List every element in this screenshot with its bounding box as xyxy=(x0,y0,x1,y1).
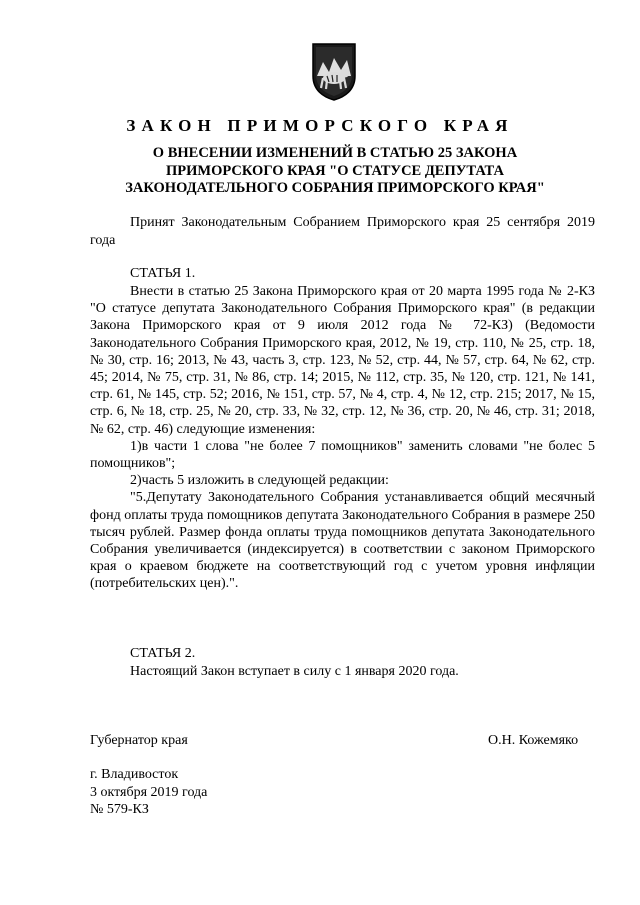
article-1-intro: Внести в статью 25 Закона Приморского края от 20 марта 1995 года № 2-КЗ "О статусе депутата Законодательного Собрания Приморского края" (в редакции Закона Приморского края от 9 июля 2012 года № 72-КЗ) (Ведомости Законодательного Собрания Приморского края, 2012, № 19, стр. 110, № 25, стр. 18, № 30, стр. 16; 2013, № 43, часть 3, стр. 123, № 52, стр. 44, № 57, стр. 64, № 62, стр. 45; 2014, № 75, стр. 31, № 86, стр. 14; 2015, № 112, стр. 35, № 120, стр. 121, № 141, стр. 61, № 145, стр. 52; 2016, № 151, стр. 57, № 4, стр. 4, № 12, стр. 215; 2017, № 15, стр. 6, № 18, стр. 25, № 20, стр. 33, № 32, стр. 12, № 36, стр. 20, № 46, стр. 31; 2018, № 62, стр. 46) следующие изменения: xyxy=(90,284,595,437)
signatory-name: О.Н. Кожемяко xyxy=(488,733,579,748)
law-subtitle: О ВНЕСЕНИИ ИЗМЕНЕНИЙ В СТАТЬЮ 25 ЗАКОНА ПРИМОРСКОГО КРАЯ "О СТАТУСЕ ДЕПУТАТА ЗАКОНОДАТЕЛЬНОГО СОБРАНИЯ ПРИМОРСКОГО КРАЯ" xyxy=(125,145,545,196)
law-title: ЗАКОН ПРИМОРСКОГО КРАЯ xyxy=(126,116,514,135)
document-footer xyxy=(90,766,207,819)
signatory-position: Губернатор края xyxy=(90,733,188,748)
article-2-text: Настоящий Закон вступает в силу с 1 января 2020 года. xyxy=(130,664,459,679)
footer-number: № 579-КЗ xyxy=(90,802,149,817)
footer-city: г. Владивосток xyxy=(90,767,179,782)
coat-of-arms-icon xyxy=(311,42,357,102)
article-2-heading: СТАТЬЯ 2. xyxy=(130,646,196,661)
article-1-item-2: 2)часть 5 изложить в следующей редакции: xyxy=(130,473,389,489)
footer-date: 3 октября 2019 года xyxy=(90,784,208,800)
article-2-body xyxy=(90,663,595,680)
adoption-note: Принят Законодательным Собранием Приморского края 25 сентября 2019 года xyxy=(90,215,595,248)
article-1-body xyxy=(90,283,595,593)
article-1-item-1: 1)в части 1 слова "не более 7 помощников" заменить словами "не болес 5 помощников"; xyxy=(90,438,595,472)
article-1-heading: СТАТЬЯ 1. xyxy=(130,266,196,281)
article-1-quote: "5.Депутату Законодательного Собрания устанавливается общий месячный фонд оплаты труда помощников депутата Законодательного Собрания в размере 250 тысяч рублей. Размер фонда оплаты труда помощников депутата Законодательного Собрания увеличивается (индексируется) в соответствии с законом Приморского края о краевом бюджете на соответствующий год с учетом уровня инфляции (потребительских цен).". xyxy=(90,490,595,592)
